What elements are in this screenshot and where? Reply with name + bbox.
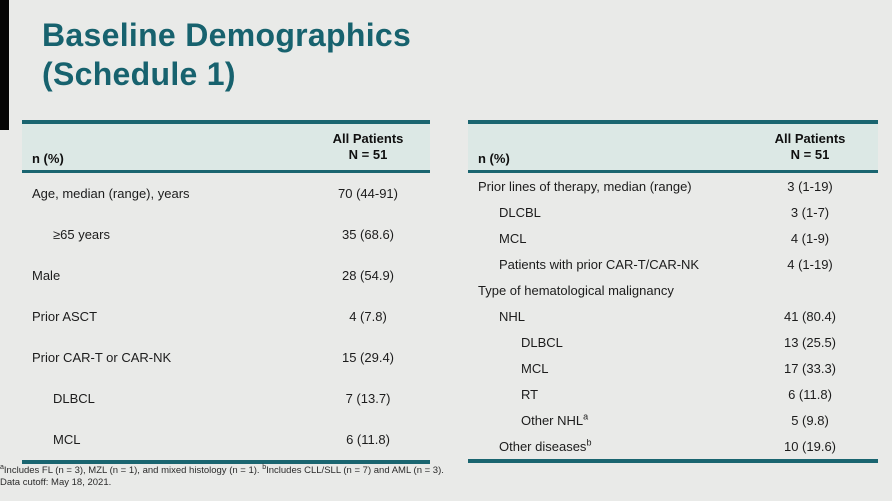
table-right-body [468, 173, 878, 463]
row-label: Age, median (range), years [32, 186, 190, 201]
row-value: 41 (80.4) [783, 308, 837, 324]
row-label: RT [521, 386, 539, 402]
row-value: 4 (1-19) [787, 256, 833, 272]
table-row [468, 355, 878, 381]
row-value: 7 (13.7) [345, 391, 391, 406]
footnote-sup-b: b [262, 463, 267, 471]
table-row [468, 303, 878, 329]
table-row [22, 419, 430, 460]
table-right-header-col-line1: All Patients [774, 131, 846, 146]
row-label: MCL [53, 432, 81, 447]
row-label-text: Other NHL [521, 412, 584, 428]
table-row [22, 173, 430, 214]
table-right-header [468, 120, 878, 173]
table-right-header-label: n (%) [478, 151, 510, 166]
table-left-header [22, 120, 430, 173]
row-label [468, 413, 742, 428]
table-row [468, 199, 878, 225]
row-label: Prior CAR-T or CAR-NK [32, 350, 172, 365]
row-label: Prior ASCT [32, 309, 98, 324]
footnote-text-a: Includes FL (n = 3), MZL (n = 1), and mixed histology (n = 1). [3, 465, 263, 476]
table-row [468, 433, 878, 459]
row-value: 3 (1-19) [787, 178, 833, 194]
table-row [22, 214, 430, 255]
row-value: 4 (1-9) [790, 230, 830, 246]
row-label: MCL [499, 230, 527, 246]
footnote-sup-a: a [0, 463, 4, 471]
footnote-text-b: Includes CLL/SLL (n = 7) and AML (n = 3). [266, 465, 444, 476]
table-row [22, 255, 430, 296]
row-value: 5 (9.8) [791, 412, 829, 428]
table-right-header-col-line2: N = 51 [790, 147, 830, 162]
footnote-marker-b: b [586, 437, 592, 448]
table-row [468, 251, 878, 277]
row-label: ≥65 years [53, 227, 110, 242]
row-label-text: Other diseases [499, 438, 587, 454]
footnote-marker-a: a [583, 411, 589, 422]
row-label: Patients with prior CAR-T/CAR-NK [499, 256, 700, 272]
letterbox-bar [0, 0, 9, 130]
table-row [22, 296, 430, 337]
baseline-table-right [468, 120, 878, 463]
row-label: NHL [499, 308, 526, 324]
footnote-line-1 [0, 465, 444, 477]
table-left-header-column [306, 131, 430, 163]
table-row [468, 381, 878, 407]
table-left-header-label: n (%) [32, 151, 64, 166]
row-value: 28 (54.9) [341, 268, 395, 283]
table-row [468, 225, 878, 251]
title-line-2: (Schedule 1) [42, 56, 236, 92]
baseline-table-left [22, 120, 430, 464]
row-value: 6 (11.8) [346, 432, 390, 447]
row-value: 4 (7.8) [349, 309, 387, 324]
table-left-header-col-line2: N = 51 [348, 147, 388, 162]
table-row [468, 277, 878, 303]
row-label: DLBCL [53, 391, 95, 406]
row-value: 70 (44-91) [338, 186, 398, 201]
table-row [22, 337, 430, 378]
row-value: 13 (25.5) [783, 334, 837, 350]
footnotes [0, 465, 444, 489]
table-row [468, 173, 878, 199]
row-value: 6 (11.8) [788, 386, 832, 402]
row-value: 35 (68.6) [341, 227, 395, 242]
row-value: 3 (1-7) [790, 204, 830, 220]
table-row [22, 378, 430, 419]
table-left-body [22, 173, 430, 464]
row-label [468, 439, 742, 454]
row-value: 15 (29.4) [341, 350, 395, 365]
row-value: 17 (33.3) [783, 360, 837, 376]
footnote-line-2: Data cutoff: May 18, 2021. [0, 477, 112, 488]
row-label: MCL [521, 360, 549, 376]
title-line-1: Baseline Demographics [42, 17, 412, 53]
table-row [468, 407, 878, 433]
row-label: DLCBL [499, 204, 541, 220]
table-left-header-col-line1: All Patients [332, 131, 404, 146]
row-label: Type of hematological malignancy [478, 282, 674, 298]
row-label: DLBCL [521, 334, 563, 350]
slide-title [42, 16, 411, 94]
row-label: Prior lines of therapy, median (range) [478, 178, 692, 194]
row-value: 10 (19.6) [783, 438, 837, 454]
row-label: Male [32, 268, 61, 283]
table-row [468, 329, 878, 355]
table-right-header-column [742, 131, 878, 163]
